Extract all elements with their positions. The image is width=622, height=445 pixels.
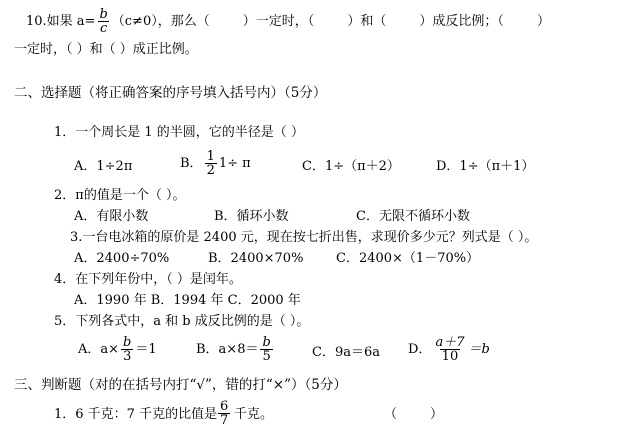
s2-q2-option-c: C．无限不循环小数: [356, 209, 470, 224]
q10-frac-den: c: [99, 21, 108, 36]
s2-q5-d-num: a＋7: [435, 335, 465, 350]
s2-q3-option-b: B．2400×70%: [208, 251, 304, 266]
q10-line1: [26, 8, 550, 35]
s3-q1-fraction: [218, 400, 230, 427]
s3-q1-suffix: 千克。: [234, 407, 274, 422]
s2-q2-option-a: A．有限小数: [74, 209, 149, 224]
s2-q3-option-c: C．2400×（1－70%）: [336, 251, 480, 266]
s2-q1-b-num: 1: [206, 149, 215, 164]
q10-line1-start: 10.如果 a=: [26, 14, 96, 29]
s2-q1-option-b: [180, 150, 251, 177]
s2-q1-stem: 1．一个周长是 1 的半圆，它的半径是（ ）: [54, 125, 304, 140]
s2-q5-b-num: b: [262, 335, 271, 350]
s2-q5-a-fraction: [121, 336, 133, 363]
s2-q5-option-c: C．9a＝6a: [312, 345, 380, 360]
s2-q5-d-prefix: D．: [408, 342, 432, 357]
s2-q1-b-suffix: 1÷ π: [218, 156, 251, 171]
s2-q1-b-fraction: [205, 150, 217, 177]
s2-q3-stem: 3.一台电冰箱的原价是 2400 元，现在按七折出售，求现价多少元？列式是（ ）。: [70, 230, 538, 245]
q10-fraction: [97, 8, 109, 35]
s2-q4-options: A．1990 年 B．1994 年 C．2000 年: [74, 293, 301, 308]
s2-q5-b-den: 5: [262, 349, 271, 364]
s2-q5-option-d: [408, 336, 490, 363]
s2-q2-option-b: B．循环小数: [214, 209, 289, 224]
s2-q5-d-fraction: [433, 336, 466, 363]
s2-q5-a-prefix: A．a×: [78, 342, 120, 357]
s2-q4-stem: 4．在下列年份中，（ ）是闰年。: [54, 272, 242, 287]
s3-q1-prefix: 1．6 千克：7 千克的比值是: [54, 407, 218, 422]
section2-heading: 二、选择题（将正确答案的序号填入括号内）（5分）: [14, 85, 327, 101]
s2-q1-b-den: 2: [206, 163, 215, 178]
section3-heading: 三、判断题（对的在括号内打“√”，错的打“×”）（5分）: [14, 377, 347, 393]
s2-q5-stem: 5．下列各式中，a 和 b 成反比例的是（ ）。: [54, 314, 310, 329]
s2-q5-d-den: 10: [441, 349, 459, 364]
s2-q5-a-suffix: ＝1: [135, 342, 157, 357]
s2-q5-option-b: [196, 336, 275, 363]
s2-q5-b-prefix: B．a×8＝: [196, 342, 259, 357]
s2-q1-option-d: D．1÷（π＋1）: [436, 159, 535, 174]
s2-q1-b-prefix: B．: [180, 156, 203, 171]
s2-q1-option-a: A．1÷2π: [74, 159, 133, 174]
s2-q3-option-a: A．2400÷70%: [74, 251, 170, 266]
s2-q5-b-fraction: [260, 336, 272, 363]
q10-line1-end: （c≠0），那么（ ）一定时，（ ）和（ ）成反比例；（ ）: [111, 14, 550, 29]
s2-q1-option-c: C．1÷（π＋2）: [302, 159, 400, 174]
s3-q1-num: 6: [220, 399, 229, 414]
s3-q1-den: 7: [220, 413, 229, 428]
s3-q1-answer-bracket: （ ）: [384, 407, 444, 422]
s2-q5-a-den: 3: [123, 349, 132, 364]
q10-line2: 一定时，（ ）和（ ）成正比例。: [14, 42, 198, 57]
s2-q5-option-a: [78, 336, 157, 363]
s2-q5-a-num: b: [123, 335, 132, 350]
s2-q2-stem: 2．π的值是一个（ ）。: [54, 188, 186, 203]
s2-q5-d-suffix: ＝b: [468, 342, 490, 357]
q10-frac-num: b: [99, 7, 108, 22]
